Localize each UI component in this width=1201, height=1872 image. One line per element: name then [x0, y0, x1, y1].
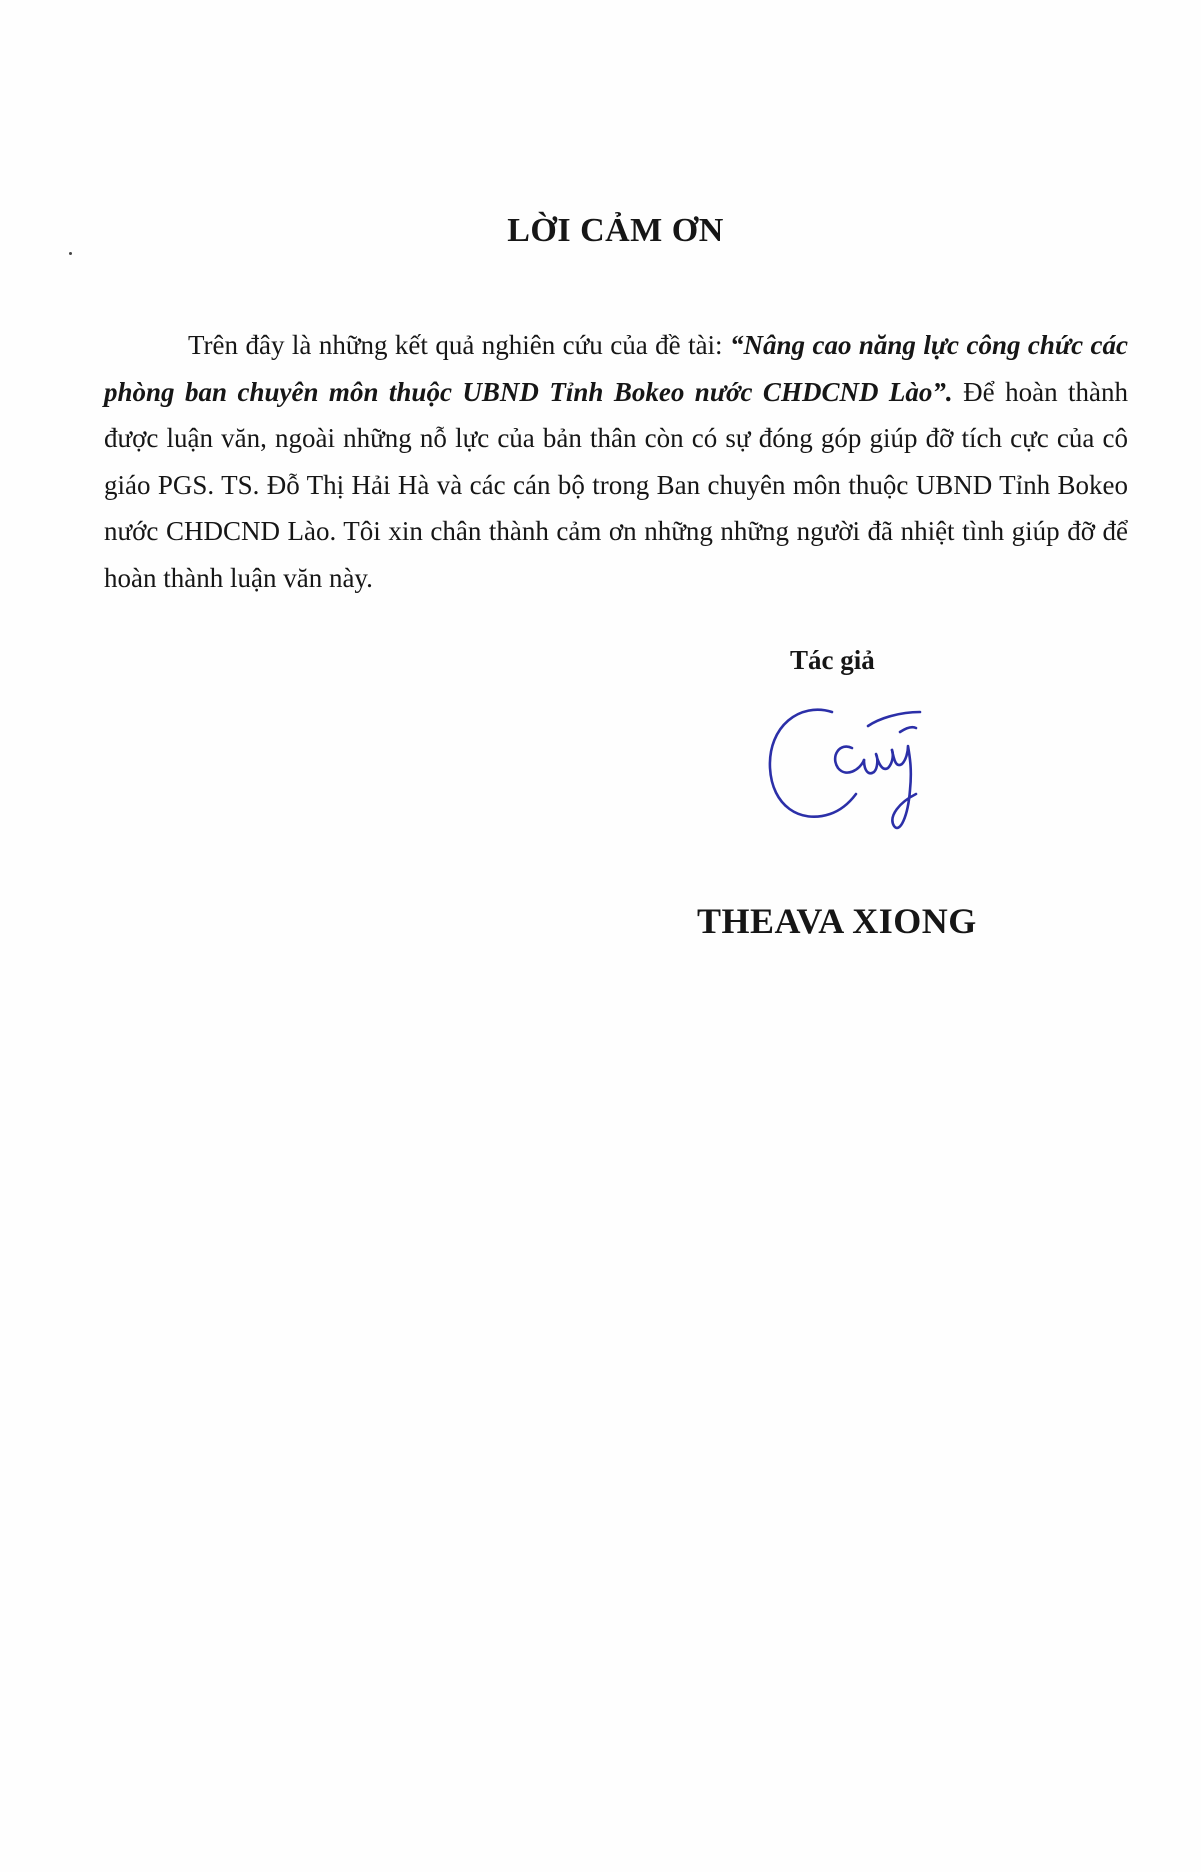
handwritten-signature	[760, 698, 970, 848]
acknowledgement-paragraph	[104, 322, 1128, 601]
paragraph-intro: Trên đây là những kết quả nghiên cứu của đề tài:	[188, 330, 731, 360]
page-title: LỜI CẢM ƠN	[507, 212, 724, 249]
paragraph-rest: Để hoàn thành được luận văn, ngoài những nỗ lực của bản thân còn có sự đóng góp giúp đỡ tích cực của cô giáo PGS. TS. Đỗ Thị Hải Hà và các cán bộ trong Ban chuyên môn thuộc UBND Tỉnh Bokeo nước CHDCND Lào. Tôi xin chân thành cảm ơn những những người đã nhiệt tình giúp đỡ để hoàn thành luận văn này.	[104, 376, 1129, 593]
thesis-title-quote: “Nâng cao năng lực công chức các phòng ban chuyên môn thuộc UBND Tỉnh Bokeo nước CHDCND Lào”.	[104, 330, 1128, 407]
author-name: THEAVA XIONG	[697, 901, 977, 941]
scan-speck	[69, 252, 72, 255]
author-label: Tác giả	[790, 645, 875, 675]
